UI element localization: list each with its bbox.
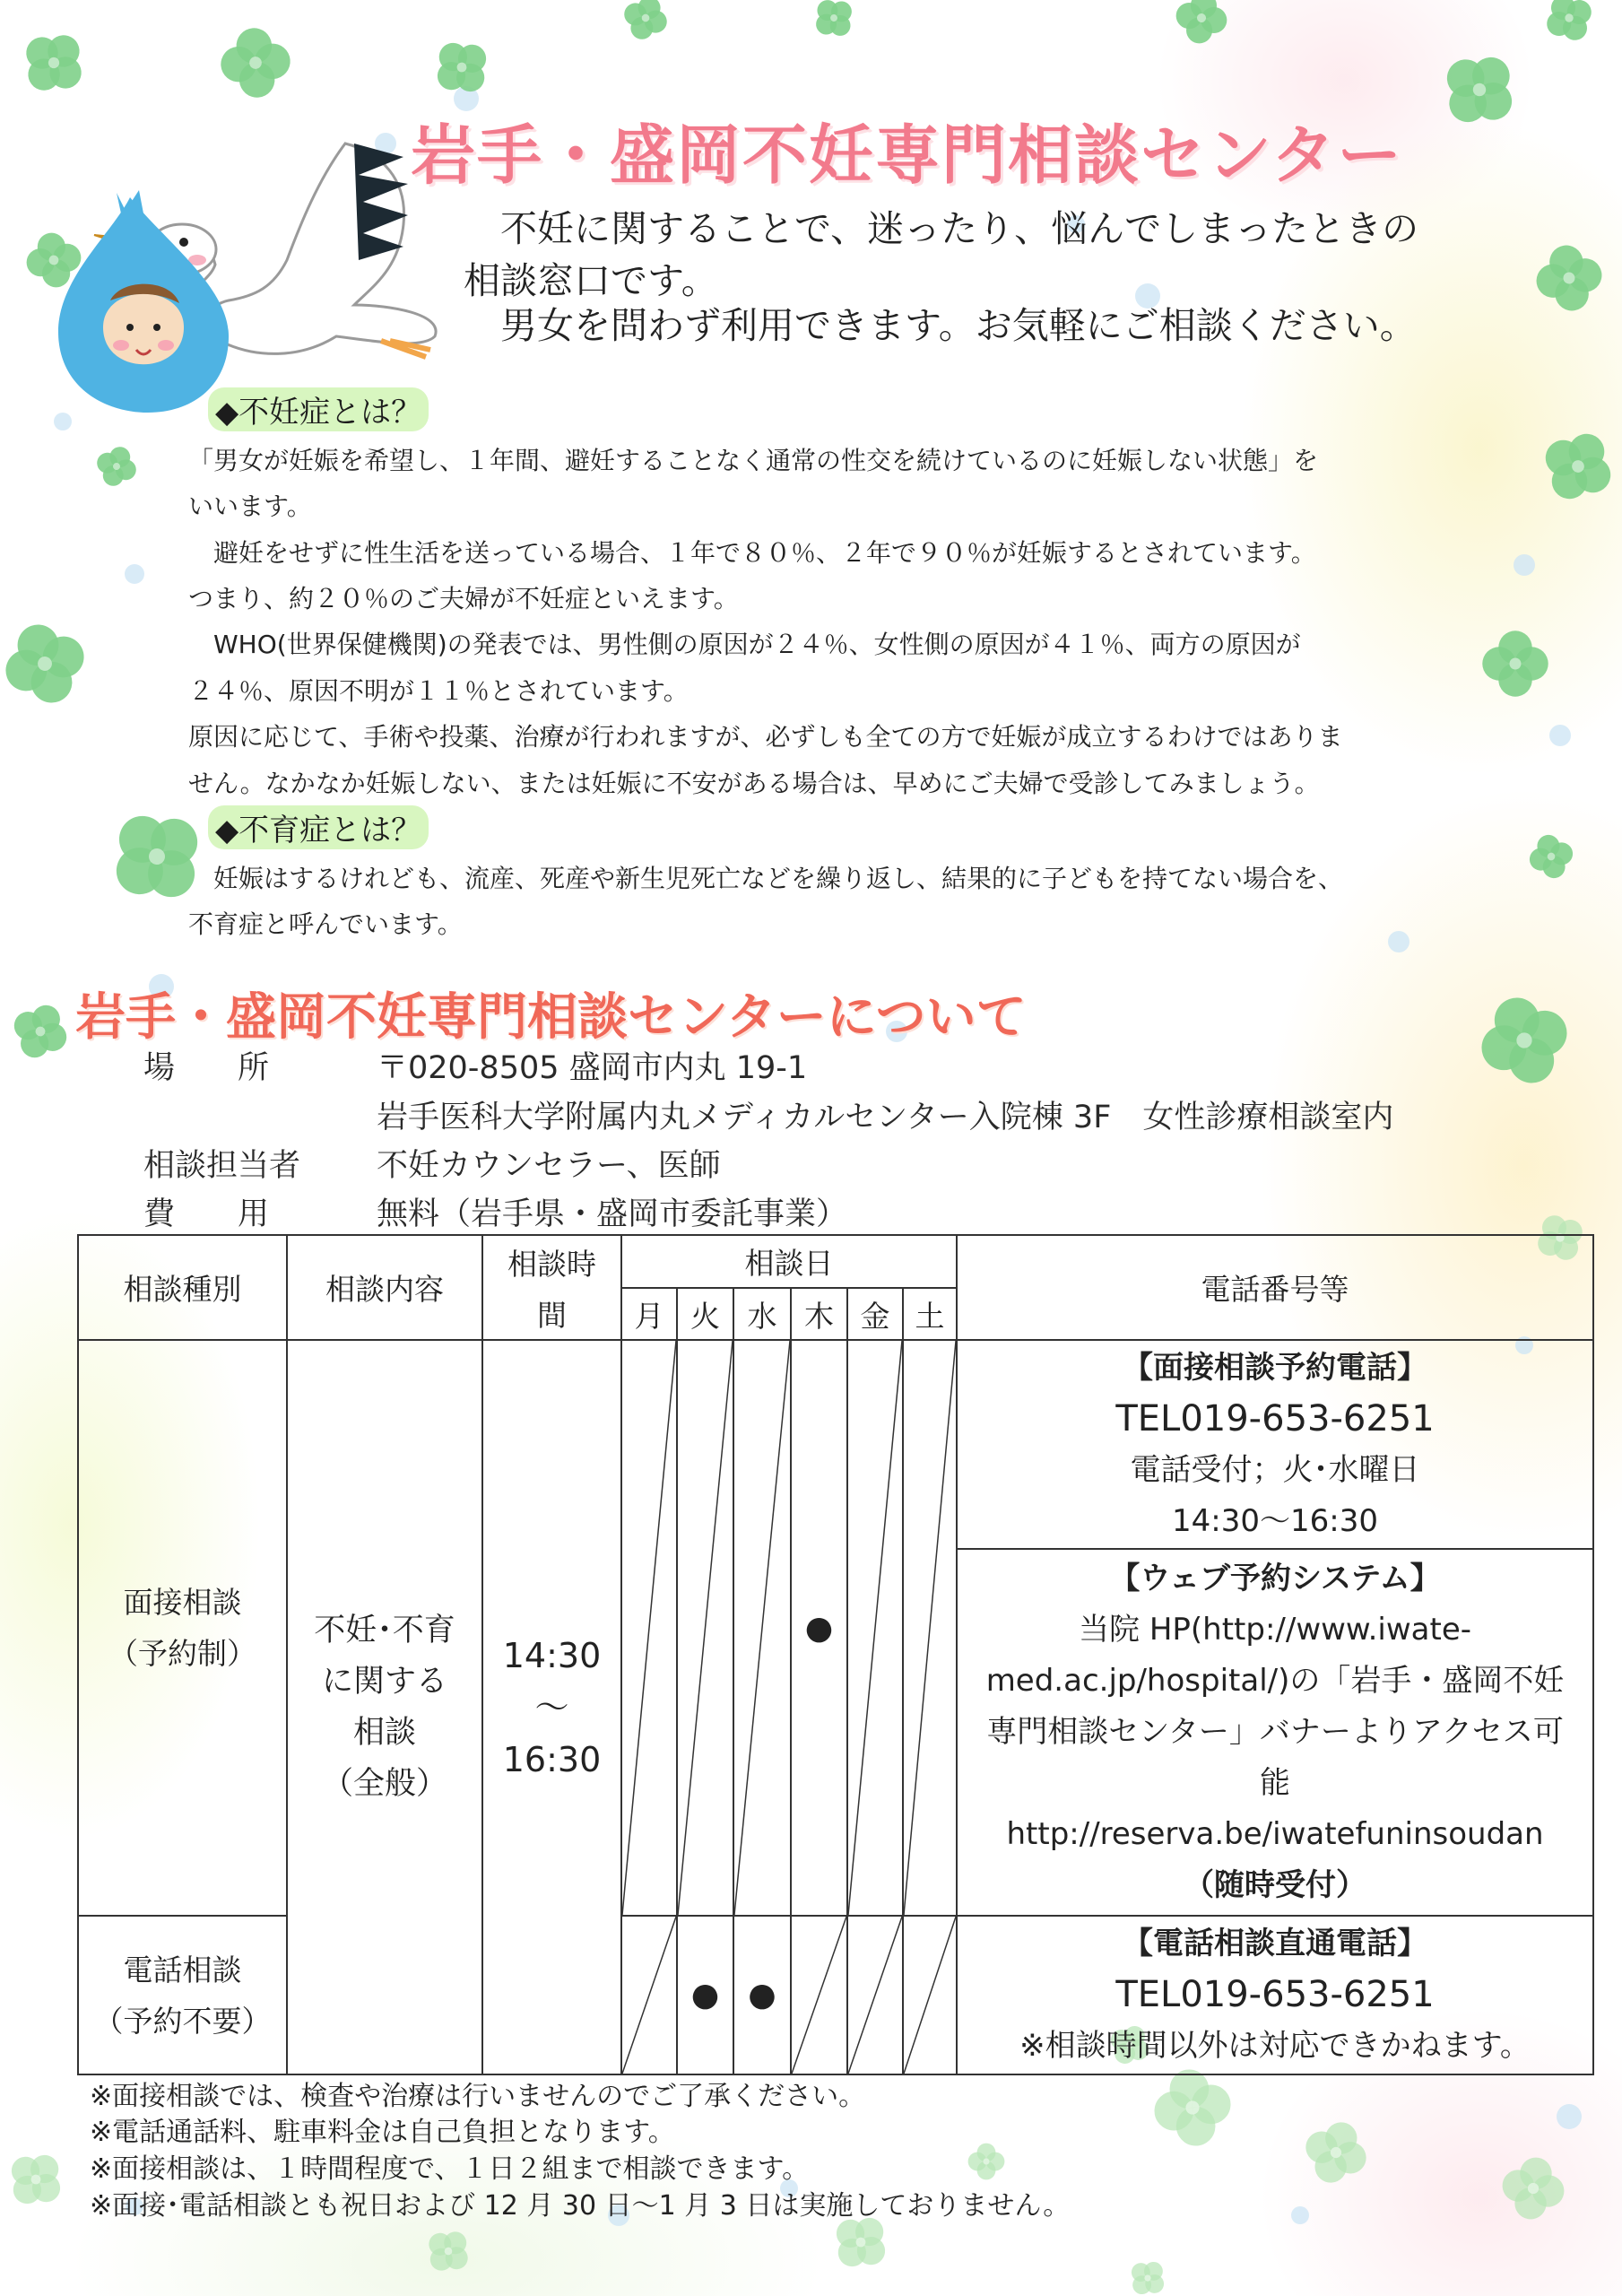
fee-value: 無料（岩手県・盛岡市委託事業） [377, 1196, 848, 1232]
time-separator: ～ [534, 1687, 569, 1727]
intro-line-2: 相談窓口です。 [464, 259, 718, 302]
header-phone: 電話番号等 [957, 1235, 1593, 1340]
weekday-wed: 水 [733, 1288, 791, 1340]
phone-day-mon [621, 1916, 677, 2074]
time-start: 14:30 [502, 1635, 602, 1675]
content-line: 不妊･不育 [314, 1612, 455, 1648]
footnote: ※電話通話料、駐車料金は自己負担となります。 [90, 2117, 675, 2148]
infertility-line: WHO(世界保健機関)の発表では、男性側の原因が２４％、女性側の原因が４１％、両方の原因が [188, 630, 1301, 659]
infertility-line: つまり、約２０％のご夫婦が不妊症といえます。 [188, 584, 739, 613]
phone-type-cell [78, 1916, 287, 2074]
unavailable-day-slash [848, 1341, 902, 1915]
fee-label: 費 用 [143, 1196, 270, 1232]
interview-day-fri [847, 1340, 903, 1916]
content-line: 相談 [352, 1714, 416, 1751]
phone-day-tue [677, 1916, 733, 2074]
reservation-hours: 14:30～16:30 [1172, 1502, 1379, 1539]
infertility-heading: ◆不妊症とは？ [208, 387, 429, 431]
web-reservation-line: 能 [1260, 1765, 1291, 1801]
recurrent-loss-heading: ◆不育症とは？ [208, 805, 429, 849]
location-building: 岩手医科大学附属内丸メディカルセンター入院棟 3F 女性診療相談室内 [377, 1100, 1394, 1135]
time-cell [482, 1340, 621, 2074]
interview-day-tue [677, 1340, 733, 1916]
infertility-line: ２４％、原因不明が１１％とされています。 [188, 676, 689, 706]
time-end: 16:30 [502, 1739, 602, 1779]
interview-type-cell [78, 1340, 287, 1916]
reservation-phone-cell [957, 1340, 1593, 1549]
phone-day-fri [847, 1916, 903, 2074]
unavailable-day-slash [904, 1917, 956, 2074]
infertility-line: いいます。 [188, 491, 312, 521]
phone-type-label: 電話相談 [123, 1952, 242, 1987]
interview-day-thu [791, 1340, 847, 1916]
infertility-line: 原因に応じて、手術や投薬、治療が行われますが、必ずしも全ての方で妊娠が成立するわけではありま [188, 722, 1343, 752]
reservation-phone-number[interactable]: TEL019-653-6251 [1115, 1397, 1435, 1439]
web-reservation-line[interactable]: med.ac.jp/hospital/)の「岩手・盛岡不妊 [985, 1663, 1565, 1699]
unavailable-day-slash [848, 1917, 902, 2074]
interview-day-wed [733, 1340, 791, 1916]
available-day-dot: ● [804, 1609, 834, 1647]
schedule-table [77, 1234, 1594, 2075]
phone-day-wed [733, 1916, 791, 2074]
header-time-line1: 相談時 [482, 1235, 621, 1288]
weekday-mon: 月 [621, 1288, 677, 1340]
header-content: 相談内容 [287, 1235, 482, 1340]
web-reservation-cell [957, 1549, 1593, 1916]
direct-phone-number[interactable]: TEL019-653-6251 [1115, 1974, 1435, 2015]
unavailable-day-slash [678, 1341, 733, 1915]
page-title: 岩手・盛岡不妊専門相談センター [411, 117, 1404, 193]
direct-phone-cell [957, 1916, 1593, 2074]
web-reservation-url[interactable]: http://reserva.be/iwatefuninsoudan [1006, 1816, 1544, 1852]
infertility-line: せん。なかなか妊娠しない、または妊娠に不安がある場合は、早めにご夫婦で受診してみましょう。 [188, 769, 1320, 798]
available-day-dot: ● [690, 1977, 720, 2013]
intro-line-3: 男女を問わず利用できます。お気軽にご相談ください。 [464, 304, 1417, 347]
staff-value: 不妊カウンセラー、医師 [377, 1148, 721, 1184]
web-reservation-line: 専門相談センター」バナーよりアクセス可 [986, 1714, 1564, 1750]
interview-type-note: （予約制） [108, 1636, 256, 1671]
phone-day-thu [791, 1916, 847, 2074]
header-days: 相談日 [621, 1235, 957, 1288]
reservation-hours-label: 電話受付；火･水曜日 [1130, 1451, 1420, 1488]
unavailable-day-slash [792, 1917, 846, 2074]
footnote: ※面接･電話相談とも祝日および 12 月 30 日～1 月 3 日は実施しておりません。 [90, 2190, 1071, 2222]
weekday-sat: 土 [903, 1288, 957, 1340]
unavailable-day-slash [622, 1341, 676, 1915]
available-day-dot: ● [748, 1977, 776, 2013]
weekday-thu: 木 [791, 1288, 847, 1340]
web-reservation-line[interactable]: 当院 HP(http://www.iwate- [1079, 1612, 1472, 1648]
location-label: 場 所 [143, 1050, 270, 1086]
reservation-phone-heading: 【面接相談予約電話】 [1123, 1349, 1428, 1386]
weekday-fri: 金 [847, 1288, 903, 1340]
web-reservation-heading: 【ウェブ予約システム】 [1109, 1561, 1441, 1596]
web-reservation-note: （随時受付） [1184, 1867, 1367, 1903]
staff-label: 相談担当者 [143, 1148, 301, 1184]
unavailable-day-slash [734, 1341, 790, 1915]
infertility-line: 「男女が妊娠を希望し、１年間、避妊することなく通常の性交を続けているのに妊娠しない状態」を [188, 446, 1319, 475]
content-line: （全般） [321, 1765, 447, 1802]
phone-day-sat [903, 1916, 957, 2074]
interview-type-label: 面接相談 [123, 1585, 242, 1620]
recurrent-loss-line: 不育症と呼んでいます。 [188, 909, 463, 939]
footnote: ※面接相談は、１時間程度で、１日２組まで相談できます。 [90, 2153, 810, 2185]
phone-type-note: （予約不要） [93, 2003, 272, 2039]
recurrent-loss-line: 妊娠はするけれども、流産、死産や新生児死亡などを繰り返し、結果的に子どもを持てない場合を、 [188, 864, 1344, 893]
infertility-line: 避妊をせずに性生活を送っている場合、１年で８０％、２年で９０％が妊娠するとされています。 [188, 538, 1316, 568]
header-type: 相談種別 [78, 1235, 287, 1340]
direct-phone-heading: 【電話相談直通電話】 [1123, 1926, 1428, 1961]
interview-day-sat [903, 1340, 957, 1916]
about-section-title: 岩手・盛岡不妊専門相談センターについて [75, 988, 1027, 1047]
content-line: に関する [321, 1663, 447, 1700]
footnote: ※面接相談では、検査や治療は行いませんのでご了承ください。 [90, 2081, 866, 2112]
intro-line-1: 不妊に関することで、迷ったり、悩んでしまったときの [464, 207, 1419, 250]
content-cell [287, 1340, 482, 2074]
unavailable-day-slash [622, 1917, 676, 2074]
interview-day-mon [621, 1340, 677, 1916]
direct-phone-note: ※相談時間以外は対応できかねます。 [1019, 2028, 1531, 2064]
header-time-line2: 間 [482, 1288, 621, 1340]
weekday-tue: 火 [677, 1288, 733, 1340]
unavailable-day-slash [904, 1341, 956, 1915]
location-address: 〒020-8505 盛岡市内丸 19-1 [377, 1050, 808, 1086]
